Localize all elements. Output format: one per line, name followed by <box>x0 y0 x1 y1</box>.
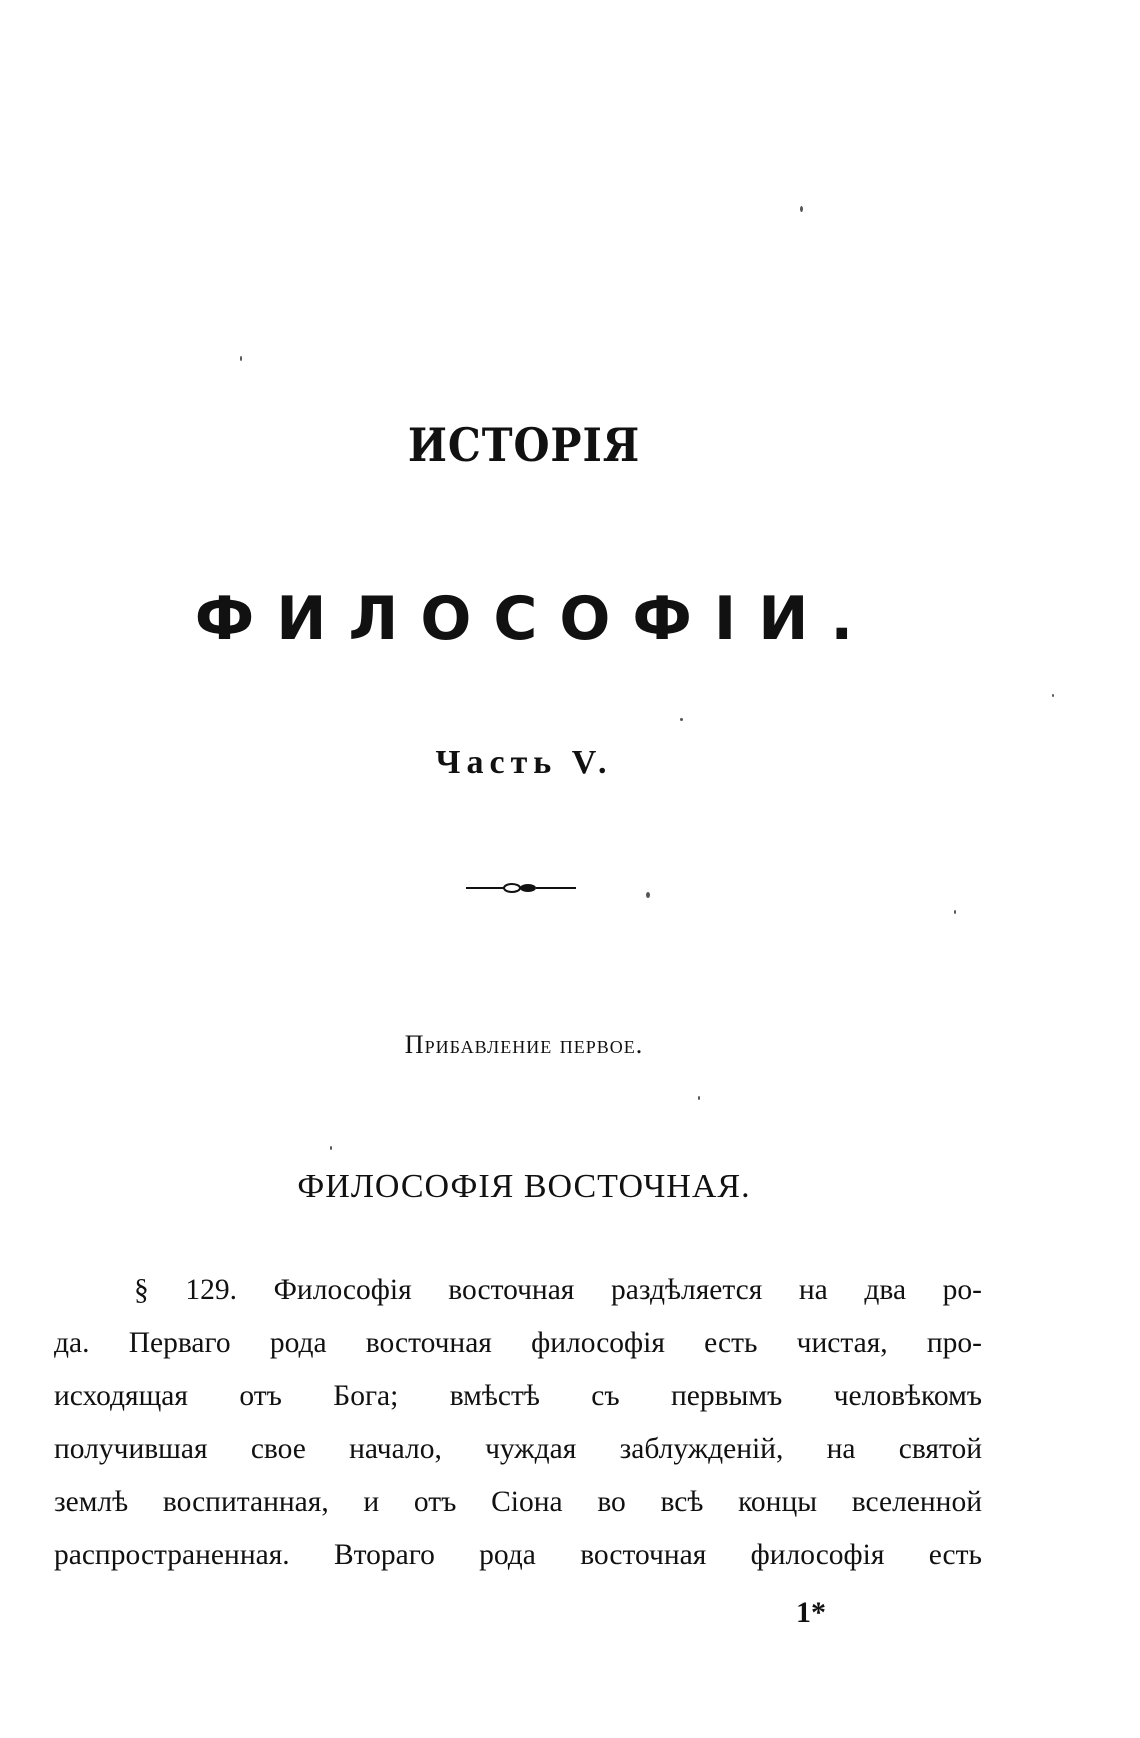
body-line: землѣ воспитанная, и отъ Сіона во всѣ концы вселенной <box>54 1486 982 1518</box>
body-line: § 129. Философія восточная раздѣляется на два ро- <box>134 1274 982 1306</box>
title-line-1: ИСТОРІЯ <box>407 418 641 472</box>
scan-speck <box>698 1096 700 1100</box>
title-line-2: ФИЛОСОФІИ. <box>194 584 876 654</box>
scan-speck <box>330 1146 332 1150</box>
scan-speck <box>954 910 956 914</box>
body-line: да. Перваго рода восточная философія есть чистая, про- <box>54 1327 982 1359</box>
body-line: исходящая отъ Бога; вмѣстѣ съ первымъ человѣкомъ <box>54 1380 982 1412</box>
signature-mark: 1* <box>796 1596 826 1629</box>
appendix-heading: Прибавление первое. <box>404 1030 644 1059</box>
body-line: распространенная. Втораго рода восточная философія есть <box>54 1539 982 1571</box>
part-label: Часть V. <box>435 744 613 781</box>
scan-speck <box>1052 694 1054 697</box>
ornament-divider-icon <box>466 880 576 896</box>
scan-speck <box>800 206 803 212</box>
body-paragraph <box>54 1264 982 1582</box>
scan-speck <box>646 892 650 898</box>
scan-speck <box>240 356 242 361</box>
body-line: получившая свое начало, чуждая заблужденій, на святой <box>54 1433 982 1465</box>
scan-speck <box>680 718 683 721</box>
section-heading: ФИЛОСОФІЯ ВОСТОЧНАЯ. <box>297 1168 751 1205</box>
